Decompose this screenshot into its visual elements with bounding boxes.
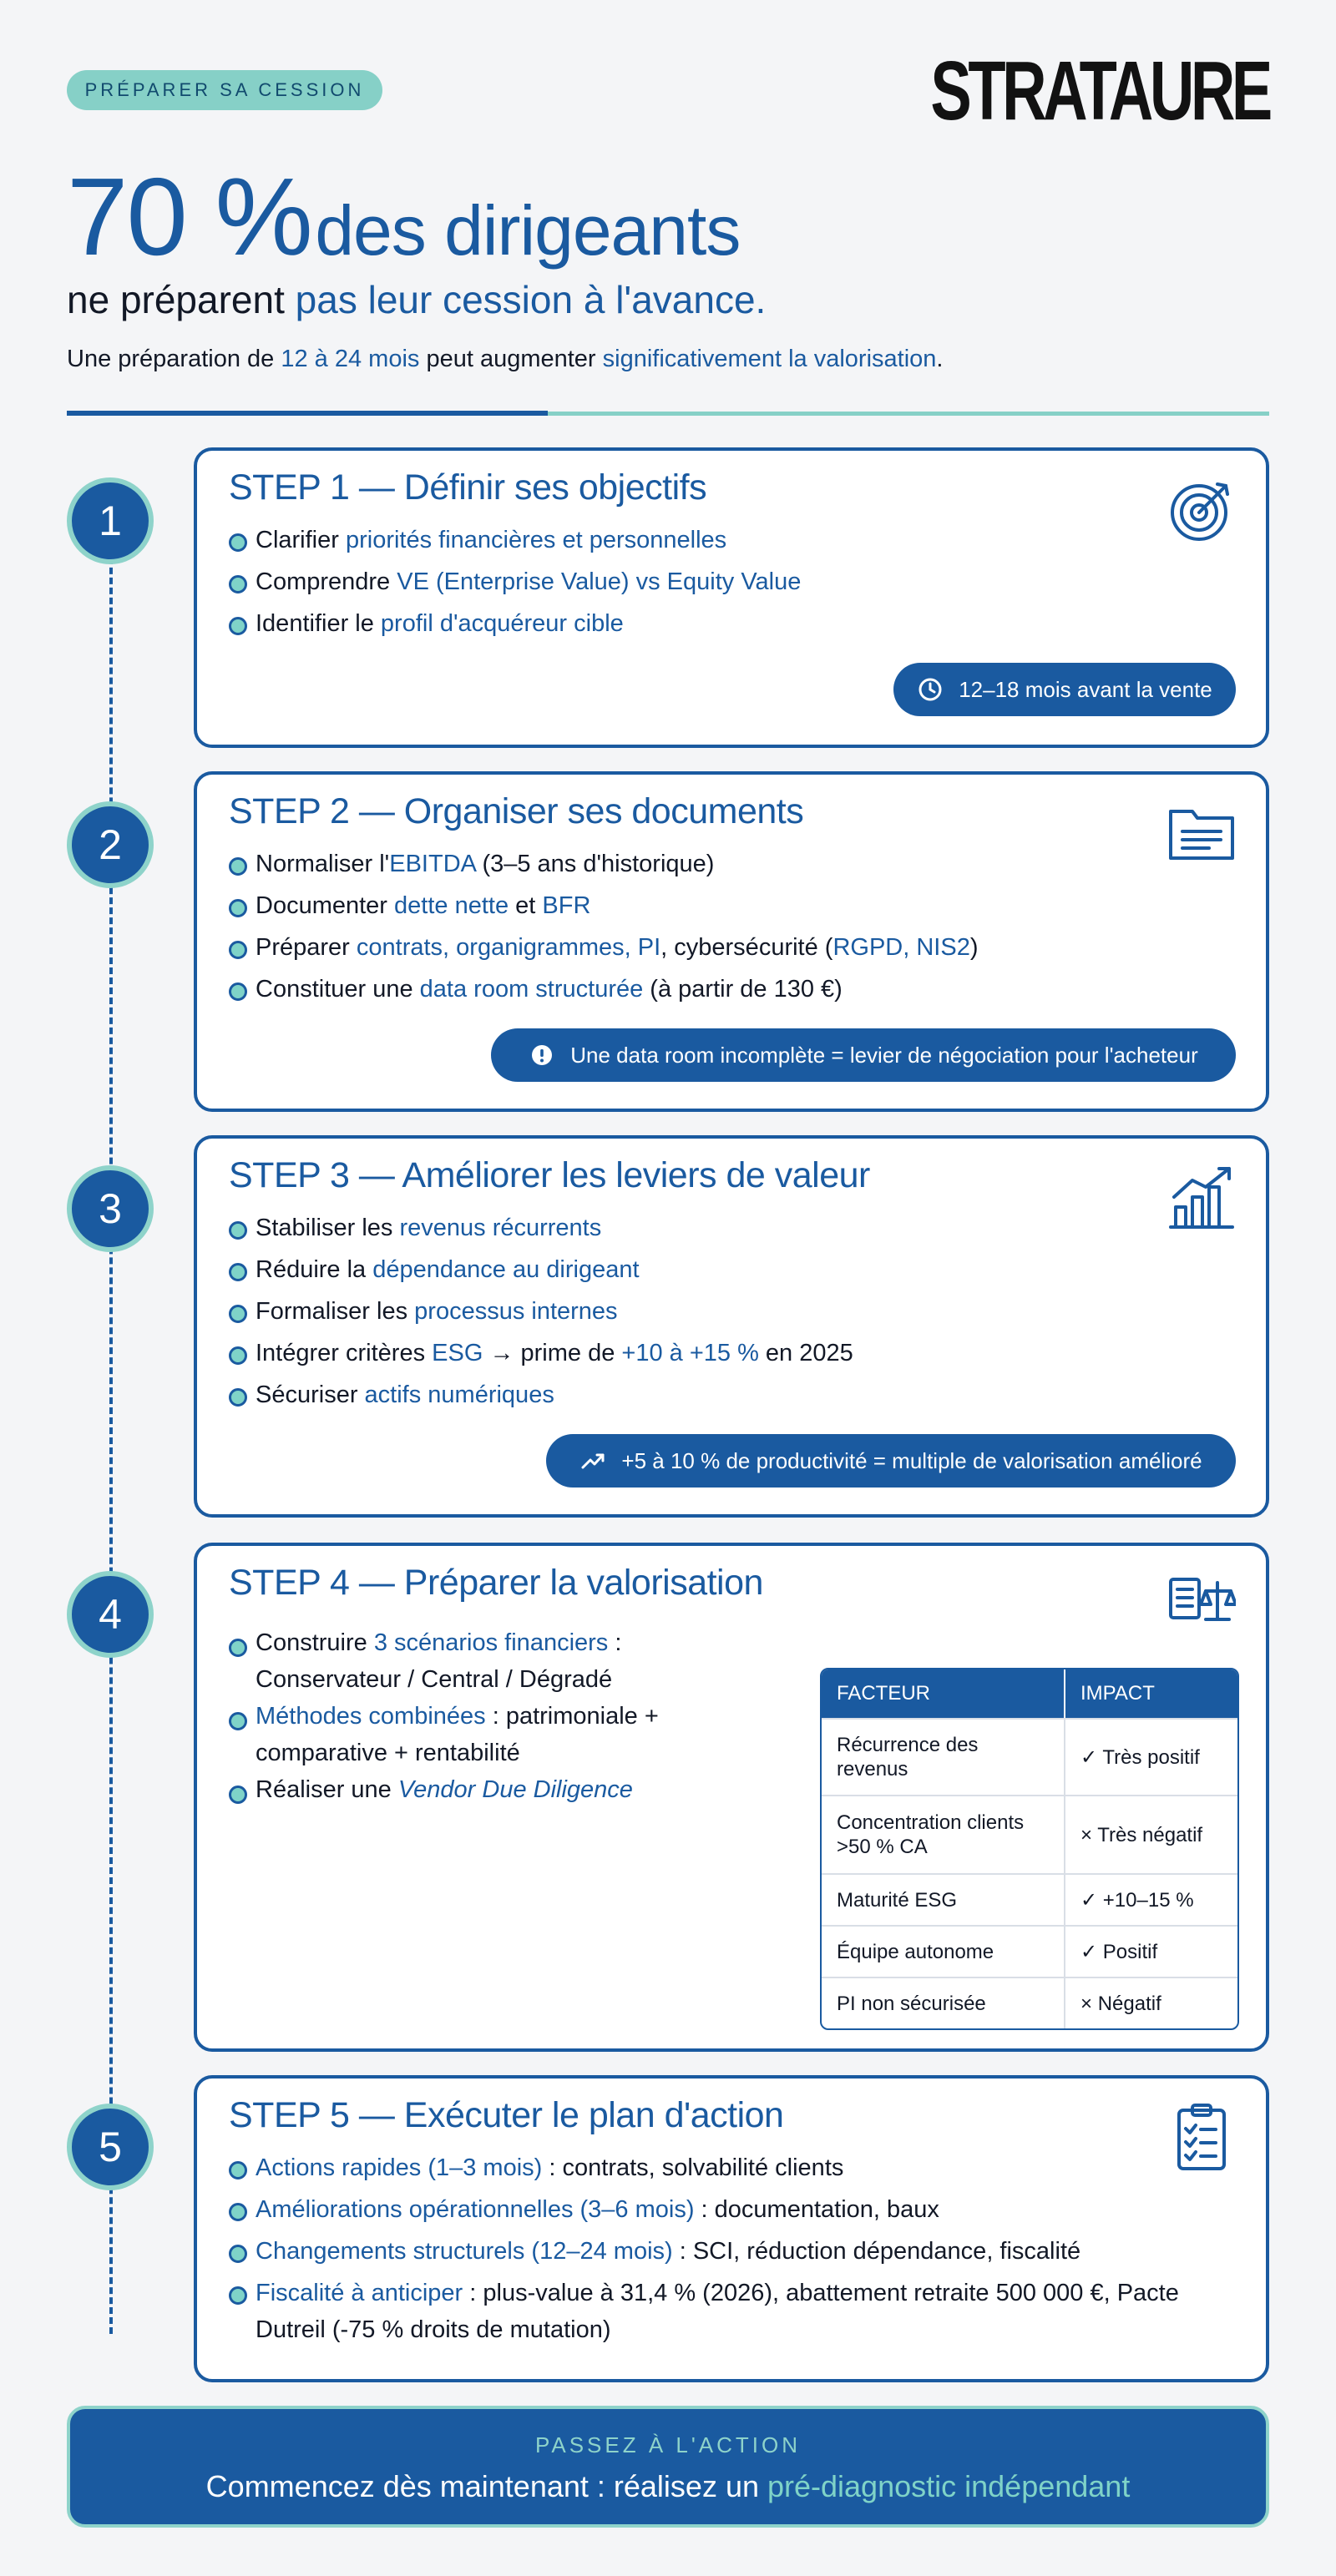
hero-subline-text: ne préparent: [67, 278, 296, 321]
list-item: [229, 1291, 853, 1332]
bullet-highlight: 3 scénarios financiers: [373, 1629, 609, 1656]
impact-cell: [1064, 1795, 1237, 1873]
call-to-action-banner[interactable]: [67, 2406, 1269, 2528]
bullet-text: Conservateur / Central / Dégradé: [256, 1666, 613, 1693]
list-item: [229, 1624, 659, 1698]
timing-badge: [893, 663, 1236, 716]
step-card-1: [194, 447, 1269, 748]
step-title: STEP 3 — Améliorer les leviers de valeur: [229, 1155, 870, 1195]
table-row: [822, 1977, 1237, 2028]
step-number-5: 5: [67, 2104, 154, 2190]
step-card-4: [194, 1543, 1269, 2052]
bullet-text: (3–5 ans d'historique): [475, 851, 715, 877]
list-item: [229, 927, 979, 968]
bullet-highlight: processus internes: [414, 1298, 618, 1325]
impact-cell: [1064, 1977, 1237, 2028]
step-number-3: 3: [67, 1165, 154, 1252]
hero-subline: [67, 277, 766, 322]
check-icon: ✓: [1080, 1745, 1098, 1769]
bullet-text: comparative + rentabilité: [256, 1740, 520, 1766]
bullet-text: Clarifier: [256, 527, 346, 553]
folder-icon: [1167, 800, 1236, 868]
bullet-list: [229, 1624, 659, 1808]
productivity-text: +5 à 10 % de productivité = multiple de valorisation amélioré: [621, 1447, 1202, 1473]
factor-cell: Maturité ESG: [822, 1873, 1064, 1925]
step-card-2: [194, 771, 1269, 1112]
cta-link[interactable]: pré-diagnostic indépendant: [767, 2469, 1131, 2503]
bullet-highlight: priorités financières et personnelles: [345, 527, 727, 553]
hero-subject: des dirigeants: [315, 191, 741, 270]
cross-icon: ×: [1080, 1992, 1093, 2015]
desc-highlight: significativement la valorisation: [602, 346, 937, 372]
bullet-text: Réaliser une: [256, 1776, 398, 1803]
bullet-text: Comprendre: [256, 568, 397, 595]
step-card-3: [194, 1135, 1269, 1518]
hero-stat: 70 %: [67, 155, 311, 278]
step-title: STEP 4 — Préparer la valorisation: [229, 1563, 763, 1603]
bullet-highlight: RGPD, NIS2: [832, 934, 970, 961]
bullet-highlight: dépendance au dirigeant: [372, 1256, 640, 1283]
bullet-highlight: profil d'acquéreur cible: [380, 610, 624, 637]
bullet-highlight: VE (Enterprise Value) vs Equity Value: [397, 568, 802, 595]
cta-text: [70, 2469, 1266, 2504]
bullet-list: [229, 843, 979, 1010]
hero-subline-highlight: pas leur cession à l'avance.: [295, 278, 767, 321]
bullet-text: Dutreil (-75 % droits de mutation): [256, 2316, 611, 2343]
list-item: [229, 843, 979, 885]
bullet-highlight: BFR: [542, 892, 591, 919]
section-tag: PRÉPARER SA CESSION: [67, 70, 382, 110]
table-row: [822, 1873, 1237, 1925]
bullet-text: → prime de: [483, 1340, 622, 1366]
bullet-list: [229, 1207, 853, 1416]
list-item: [229, 968, 979, 1010]
table-row: [822, 1718, 1237, 1795]
bullet-highlight: Actions rapides (1–3 mois): [256, 2154, 543, 2181]
valuation-factors-table: [820, 1668, 1239, 2030]
list-item: [229, 1332, 853, 1374]
impact-value: Négatif: [1097, 1992, 1161, 2015]
list-item: [229, 2230, 1179, 2272]
bullet-text: : documentation, baux: [694, 2196, 939, 2223]
bullet-highlight: +10 à +15 %: [621, 1340, 759, 1366]
table-row: [822, 1925, 1237, 1977]
bullet-text: Préparer: [256, 934, 357, 961]
list-item: [229, 519, 801, 561]
list-item: [229, 1249, 853, 1291]
bullet-text: , cybersécurité (: [660, 934, 833, 961]
bullet-text: :: [608, 1629, 622, 1656]
impact-value: +10–15 %: [1102, 1888, 1194, 1912]
impact-cell: [1064, 1718, 1237, 1795]
cta-kicker: PASSEZ À L'ACTION: [534, 2432, 802, 2457]
desc-part: Une préparation de: [67, 346, 281, 372]
productivity-badge: [546, 1434, 1236, 1488]
bullet-highlight: Méthodes combinées: [256, 1703, 486, 1730]
list-item: [229, 1207, 853, 1249]
desc-part: .: [936, 346, 944, 372]
bullet-text: : plus-value à 31,4 % (2026), abattement retraite 500 000 €, Pacte: [463, 2280, 1179, 2306]
document-scale-icon: [1167, 1571, 1236, 1639]
bullet-text: Identifier le: [256, 610, 381, 637]
trend-up-icon: [579, 1447, 606, 1474]
factor-cell: Récurrence des revenus: [822, 1718, 1064, 1795]
table-header-impact: IMPACT: [1064, 1669, 1237, 1718]
warning-badge: [491, 1028, 1236, 1082]
bullet-highlight: Améliorations opérationnelles (3–6 mois): [256, 2196, 695, 2223]
impact-cell: [1064, 1873, 1237, 1925]
factor-cell: Équipe autonome: [822, 1925, 1064, 1977]
bullet-highlight: Fiscalité à anticiper: [256, 2280, 463, 2306]
step-card-5: [194, 2075, 1269, 2382]
list-item: [229, 1771, 659, 1808]
step-title: STEP 2 — Organiser ses documents: [229, 791, 804, 831]
divider-blue: [67, 411, 548, 416]
hero-description: [67, 346, 943, 373]
bullet-highlight: contrats, organigrammes, PI: [356, 934, 661, 961]
bullet-highlight: dette nette: [394, 892, 509, 919]
list-item: [229, 2147, 1179, 2189]
bullet-text: Documenter: [256, 892, 395, 919]
list-item: [229, 885, 979, 927]
bullet-text: : patrimoniale +: [485, 1703, 659, 1730]
target-icon: [1167, 476, 1236, 544]
bullet-highlight: ESG: [432, 1340, 483, 1366]
table-header-factor: FACTEUR: [822, 1669, 1064, 1718]
bullet-text: Normaliser l': [256, 851, 390, 877]
impact-value: Très négatif: [1097, 1823, 1203, 1846]
bullet-text: ): [969, 934, 979, 961]
list-item: [229, 1698, 659, 1771]
clock-icon: [917, 676, 944, 703]
bullet-list: [229, 519, 801, 644]
impact-value: Positif: [1102, 1940, 1158, 1963]
bullet-highlight: actifs numériques: [364, 1381, 554, 1408]
warning-text: Une data room incomplète = levier de négociation pour l'acheteur: [570, 1042, 1198, 1068]
bullet-highlight: data room structurée: [419, 976, 644, 1003]
step-title: STEP 1 — Définir ses objectifs: [229, 467, 707, 508]
cta-text-main: Commencez dès maintenant : réalisez un: [205, 2469, 767, 2503]
bullet-highlight: EBITDA: [389, 851, 476, 877]
bullet-text: Réduire la: [256, 1256, 373, 1283]
check-icon: ✓: [1080, 1888, 1098, 1912]
table-header-row: [822, 1669, 1237, 1718]
check-icon: ✓: [1080, 1940, 1098, 1963]
bullet-text: Construire: [256, 1629, 374, 1656]
factor-cell: PI non sécurisée: [822, 1977, 1064, 2028]
bullet-list: [229, 2147, 1179, 2348]
list-item: [229, 1374, 853, 1416]
step-number-2: 2: [67, 801, 154, 888]
bullet-highlight: Changements structurels (12–24 mois): [256, 2238, 673, 2265]
bullet-highlight: Vendor Due Diligence: [397, 1776, 633, 1803]
step-number-4: 4: [67, 1571, 154, 1658]
timeline-line: [109, 518, 113, 2334]
divider-teal: [548, 412, 1269, 416]
bullet-text: Intégrer critères: [256, 1340, 433, 1366]
bullet-highlight: revenus récurrents: [399, 1215, 602, 1241]
bullet-text: Constituer une: [256, 976, 420, 1003]
list-item: [229, 2272, 1179, 2348]
bullet-text: : SCI, réduction dépendance, fiscalité: [672, 2238, 1081, 2265]
step-title: STEP 5 — Exécuter le plan d'action: [229, 2095, 784, 2135]
desc-highlight: 12 à 24 mois: [281, 346, 420, 372]
list-item: [229, 603, 801, 644]
bullet-text: (à partir de 130 €): [643, 976, 843, 1003]
desc-part: peut augmenter: [419, 346, 603, 372]
bullet-text: : contrats, solvabilité clients: [542, 2154, 844, 2181]
bullet-text: Sécuriser: [256, 1381, 365, 1408]
impact-value: Très positif: [1102, 1745, 1200, 1769]
step-number-1: 1: [67, 477, 154, 564]
bullet-text: en 2025: [758, 1340, 853, 1366]
factor-cell: Concentration clients >50 % CA: [822, 1795, 1064, 1873]
timing-text: 12–18 mois avant la vente: [959, 676, 1212, 702]
bar-chart-icon: [1167, 1164, 1236, 1232]
table-row: [822, 1795, 1237, 1873]
list-item: [229, 2189, 1179, 2230]
cross-icon: ×: [1080, 1823, 1093, 1846]
list-item: [229, 561, 801, 603]
bullet-text: Formaliser les: [256, 1298, 415, 1325]
bullet-text: et: [509, 892, 543, 919]
alert-icon: [529, 1042, 555, 1068]
impact-cell: [1064, 1925, 1237, 1977]
bullet-text: Stabiliser les: [256, 1215, 400, 1241]
brand-logo: STRATAURE: [930, 44, 1269, 138]
